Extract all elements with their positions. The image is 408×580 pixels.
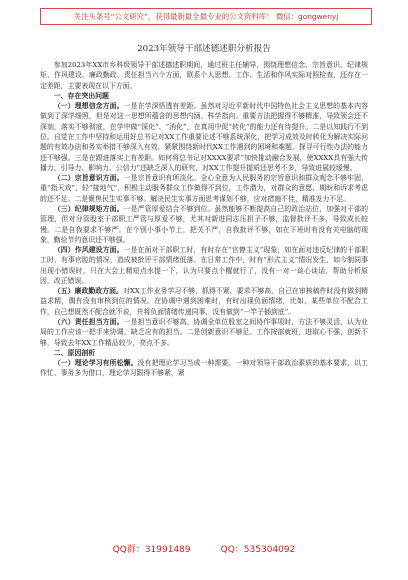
text-responsibility: 一是担当意识不够高。协调全单位股室之间协作事项时，方法不够灵活，认为业局的工作应该一把手来协调，缺乏应有的担当。二是创新意识不够足。工作按部就班，进取心不强，创新不够，导致去年XX工作精品较少，亮点不多。	[40, 318, 368, 347]
intro-paragraph: 参加2023年XX市乡科级领导干部述德述职期间，通过班主任辅导，围绕理想信念、宗旨意识、纪律规矩、作风建设、廉政勤政、责任担当六个方面，联系个人思想、工作、生活和作风实际对照检查，还存在一定差距，主要表现在以下方面。	[40, 61, 368, 90]
subheading-responsibility: （六）责任担当方面。	[53, 318, 124, 327]
section-heading-problems: 一、存在突出问题	[53, 91, 109, 100]
subheading-integrity: （五）廉政勤政方面。	[53, 287, 123, 296]
paragraph-style	[40, 245, 368, 286]
subheading-purpose: （二）宗旨意识方面。	[53, 174, 124, 183]
text-purpose: 一是宗旨意识有所淡化。全心全意为人民服务的宗旨意识和群众观念不够牢固，重“指天戏”，轻“接地气”，积极主动服务群众工作做得不到位，工作潜力，对群众的意愿、期盼和诉求考虑的还不足。二是聚焦民生实事不够。解决民生实事方面思考谋划不够，应对措施不佳，精准发力不足。	[40, 174, 368, 203]
subheading-discipline: （三）纪律规矩方面。	[53, 204, 124, 213]
subheading-ideals: （一）理想信念方面。	[53, 102, 124, 111]
qq-group-number: QQ群：31991489	[112, 545, 191, 555]
section-heading-causes: 二、原因剖析	[53, 348, 96, 357]
text-style: 一是在面对干部职工时，有时存在“官僚主义”现象，如在面对违反纪律的干部职工时，有事官腔的情况，造成被批评干部情绪低落。在日常工作中，时有“形式主义”情况发生，如今制同事出现小错误时，只在大会上精短点水提一下，认为只要点个醒就行了，没有一对一谈心谈话，帮助分析原因，改正错误。	[40, 246, 369, 285]
text-theory: 没有把理论学习当成一种需要，一种对领导干部政治素质的基本要求，以工作忙、事务多为借口，理论学习跟得不够紧，紧	[40, 359, 368, 378]
paragraph-discipline	[40, 204, 368, 245]
contact-footer	[0, 544, 408, 556]
document-body	[40, 60, 368, 379]
document-title: 2023年领导干部述德述职分析报告	[137, 44, 271, 54]
qq-number: QQ：535304092	[220, 545, 296, 555]
subheading-style: （四）作风建设方面。	[53, 246, 124, 255]
paragraph-integrity	[40, 286, 368, 317]
text-integrity: 对XX工作业务学习不够，抓得不紧，要求不够高，自己在审核稿件时没有做到精益求精，偶有没有审核到位的情况。在协调中遇到困难时，有时出现负面情绪，比如，某些单位不配合工作，自己想既然不配合就不说，并将负面情绪传递同事，没有做到“一竿子插到底”。	[40, 287, 369, 316]
paragraph-purpose	[40, 173, 368, 204]
paragraph-ideals	[40, 101, 368, 173]
top-promo-banner: 关注头条号“公文研究”，获得最新最全最专业的公文资料库！ 微信：gongwenyj	[40, 8, 372, 25]
text-discipline: 一是严管厚爱结合不够到位。虽然能够不断提高自己的政治站位，加强对干部的管理，但对分管股室干部职工严管与厚爱不够，尤其对新进同志压担子不够，监督批评不多，导致成长较慢。二是自我要求不够严。在个别小事小节上，把关不严，自我批评不够，如在下班时有没有关电脑的现象，勤俭节约意识还不够强。	[40, 204, 368, 244]
subheading-theory: （一）理论学习有所松懈。	[53, 359, 138, 368]
paragraph-theory	[40, 358, 368, 379]
paragraph-responsibility	[40, 317, 368, 348]
text-ideals: 一是在学深悟透有差距。虽然对习近平新时代中国特色社会主义思想的基本内容做到了深学细照，但是对这一思想所蕴含的思想内涵、科学指向、重要方法把握得不够精准，导致领会还不深刻，落实不够彻底，在学中做“深化”、“消化”，在真用中促“转化”的能力还有待提升。二是以知践行不到位。自觉在工作中坚持和运用好总书记对XX工作重要论述不够系统深化，把学习成效及时转化为解决实际问题的有效办法和务实举措不够深入有效，紧紧围绕新时代XX工作遇到的困境和难题，探寻可行性办法的能力还不够强。三是在跟进落实上有差距。如何将总书记对XXXX要求“加快推动融合发展，使XXXX具有强大传播力、引导力、影响力、公信力”还缺乏深入的研究，对XX工作提升提质还思考不多，导致进展较缓慢。	[40, 102, 368, 172]
